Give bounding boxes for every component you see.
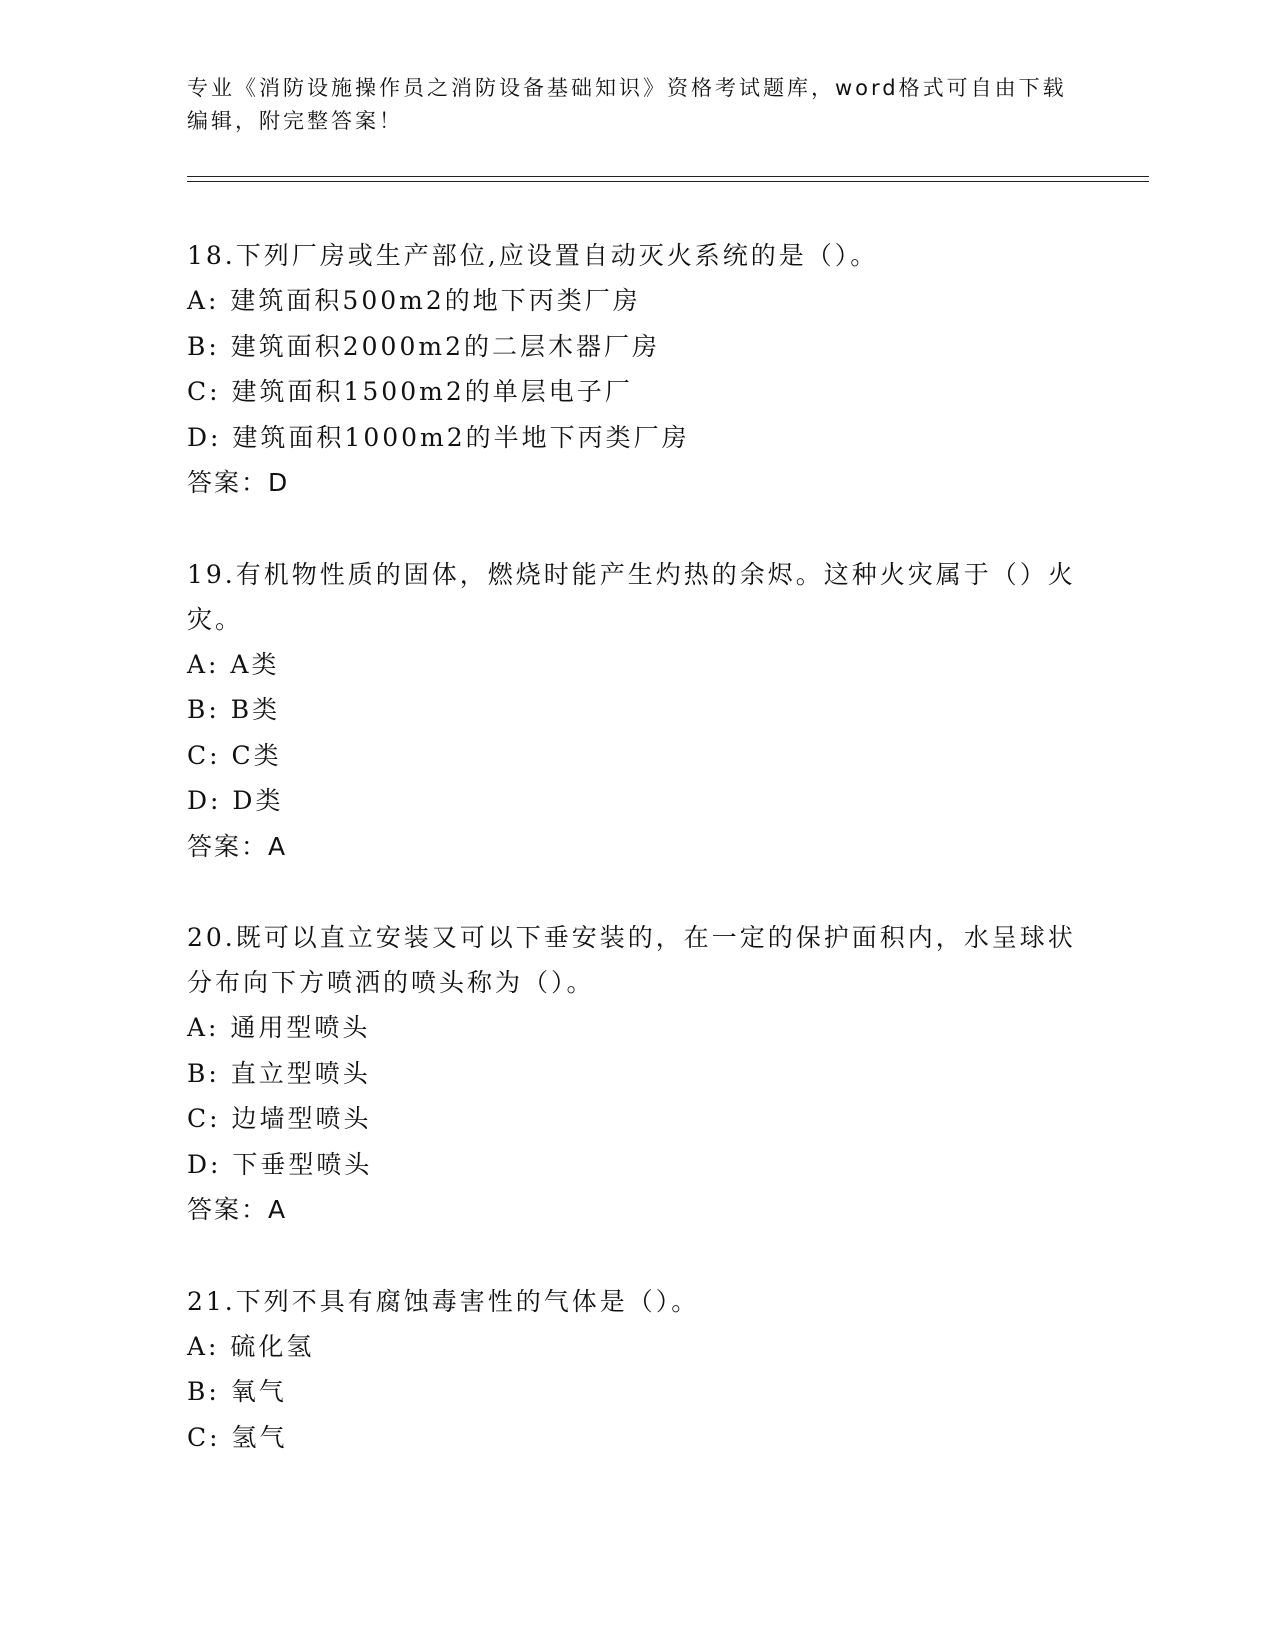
question-20 [187, 915, 1087, 1233]
option-a: A: 硫化氢 [187, 1331, 315, 1361]
option-d: D: 建筑面积1000m2的半地下丙类厂房 [187, 422, 690, 452]
question-stem: 20.既可以直立安装又可以下垂安装的，在一定的保护面积内，水呈球状分布向下方喷洒的喷头称为（）。 [187, 923, 1076, 997]
document-header: 专业《消防设施操作员之消防设备基础知识》资格考试题库，word格式可自由下载编辑，附完整答案！ [187, 76, 1067, 133]
option-b: B: B类 [187, 695, 281, 724]
option-a: A: 建筑面积500m2的地下丙类厂房 [187, 286, 641, 315]
answer-line: 答案：A [187, 1195, 288, 1224]
option-b: B: 直立型喷头 [187, 1058, 371, 1088]
option-c: C: C类 [187, 740, 282, 770]
option-d: D: 下垂型喷头 [187, 1149, 373, 1179]
answer-line: 答案：D [187, 468, 290, 497]
header-divider-bottom [187, 181, 1149, 182]
option-a: A: A类 [187, 649, 280, 679]
question-list [187, 233, 1087, 1506]
question-stem: 21.下列不具有腐蚀毒害性的气体是（）。 [187, 1286, 700, 1316]
option-c: C: 建筑面积1500m2的单层电子厂 [187, 377, 633, 406]
option-d: D: D类 [187, 786, 284, 815]
option-a: A: 通用型喷头 [187, 1013, 371, 1042]
option-c: C: 边墙型喷头 [187, 1104, 372, 1133]
question-stem: 18.下列厂房或生产部位,应设置自动灭火系统的是（）。 [187, 241, 879, 270]
question-19 [187, 552, 1087, 870]
option-b: B: 建筑面积2000m2的二层木器厂房 [187, 331, 660, 361]
answer-line: 答案：A [187, 831, 288, 861]
header-divider-top [187, 176, 1149, 177]
question-stem: 19.有机物性质的固体，燃烧时能产生灼热的余烬。这种火灾属于（）火灾。 [187, 559, 1076, 634]
option-b: B: 氧气 [187, 1377, 287, 1406]
option-c: C: 氢气 [187, 1422, 288, 1452]
question-21 [187, 1279, 1087, 1461]
question-18 [187, 233, 1087, 506]
